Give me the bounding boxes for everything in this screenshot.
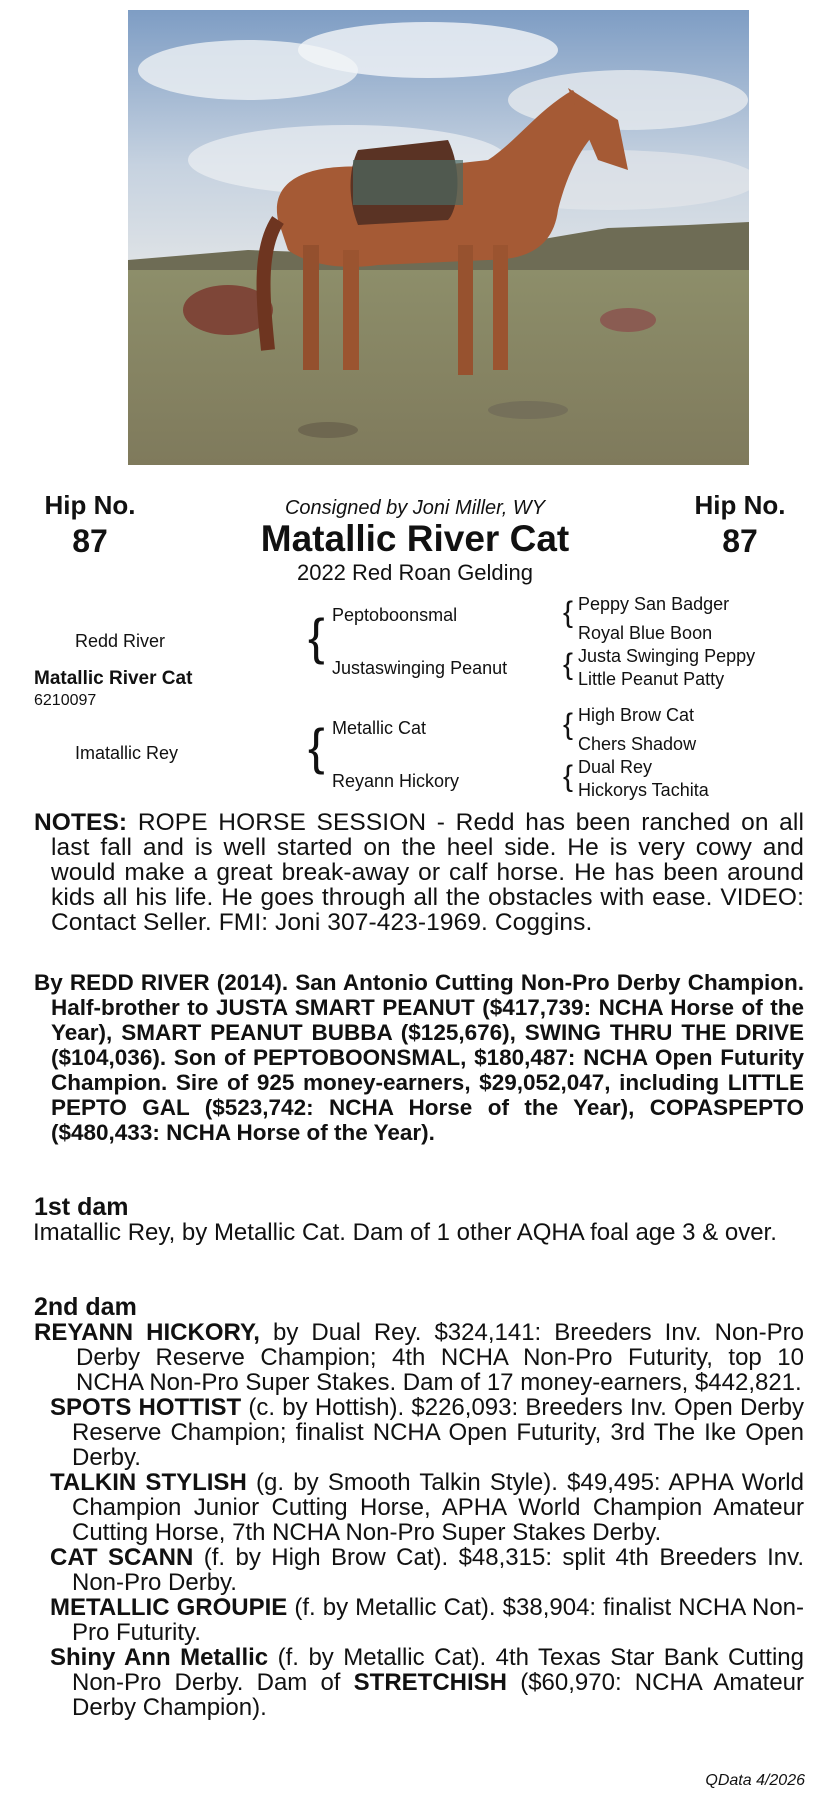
produce-name: Shiny Ann Metallic <box>50 1644 269 1671</box>
pedigree-brace: { <box>308 609 325 665</box>
hip-number-left <box>25 490 155 560</box>
consignor: Consigned by Joni Miller, WY <box>284 497 546 519</box>
pedigree-dam: Imatallic Rey <box>75 743 179 763</box>
qdata-footer: QData 4/2026 <box>705 1772 805 1789</box>
horse-photo <box>128 10 749 465</box>
pedigree-brace: { <box>563 648 574 681</box>
sire-text: By REDD RIVER (2014). San Antonio Cutting Non-Pro Derby Champion. Half-brother to JUSTA SMART PEANUT ($417,739: NCHA Horse of the Year), SMART PEANUT BUBBA ($125,676), SWING THRU THE DRIVE ($104,036). Son of PEPTOBOONSMAL, $180,487: NCHA Open Futurity Champion. Sire of 925 money-earners, $29,052,047, including LITTLE PEPTO GAL ($523,742: NCHA Horse of the Year), COPASPEPTO ($480,433: NCHA Horse of the Year). <box>34 970 804 1145</box>
first-dam-text: Imatallic Rey, by Metallic Cat. Dam of 1 other AQHA foal age 3 & over. <box>33 1219 777 1246</box>
pedigree-brace: { <box>563 596 574 629</box>
notes-section <box>34 810 804 935</box>
first-dam-header: 1st dam <box>34 1193 129 1221</box>
pedigree-sd-dam: Little Peanut Patty <box>578 669 725 689</box>
second-dam-name: REYANN HICKORY, <box>34 1319 260 1346</box>
produce-text: (g. by Smooth Talkin Style). $49,495: APHA World Champion Junior Cutting Horse, APHA World Champion Amateur Cutting Horse, 7th NCHA Non-Pro Super Stakes Derby. <box>72 1469 804 1546</box>
produce-text: (f. by Metallic Cat). $38,904: finalist NCHA Non-Pro Futurity. <box>72 1594 805 1646</box>
pedigree-dd-sire: Dual Rey <box>578 757 653 777</box>
pedigree-brace: { <box>563 708 574 741</box>
pedigree-sd-sire: Justa Swinging Peppy <box>578 646 756 666</box>
pedigree-brace: { <box>563 760 574 793</box>
pedigree-ss-sire: Peppy San Badger <box>578 594 730 614</box>
horse-description: 2022 Red Roan Gelding <box>296 560 534 585</box>
pedigree-dam-dam: Reyann Hickory <box>332 771 460 791</box>
pedigree-dd-dam: Hickorys Tachita <box>578 780 709 800</box>
produce-text: (f. by Metallic Cat). 4th Texas Star Bank Cutting Non-Pro Derby. Dam of <box>72 1644 804 1696</box>
pedigree-subject: Matallic River Cat <box>34 668 193 689</box>
hip-number: 87 <box>722 523 758 559</box>
pedigree-ss-dam: Royal Blue Boon <box>578 623 713 643</box>
hip-number-right <box>675 490 805 560</box>
hip-label: Hip No. <box>44 490 136 520</box>
produce-name: CAT SCANN <box>50 1544 194 1571</box>
produce-entry <box>50 1595 804 1645</box>
registration-number: 6210097 <box>34 692 97 709</box>
pedigree-ds-dam: Chers Shadow <box>578 734 697 754</box>
produce-entry <box>50 1645 804 1720</box>
produce-offspring-text: ($60,970: NCHA Amateur Derby Champion). <box>72 1669 805 1721</box>
notes-text: ROPE HORSE SESSION - Redd has been ranched on all last fall and is well started on the heel side. He is very cowy and would make a great break-away or calf horse. He has been around kids all his life. He goes through all the obstacles with ease. VIDEO: Contact Seller. FMI: Joni 307-423-1969. Coggins. <box>51 809 804 936</box>
produce-entry <box>50 1395 804 1470</box>
second-dam-section <box>34 1295 804 1720</box>
pedigree-sire-dam: Justaswinging Peanut <box>332 658 508 678</box>
produce-name: METALLIC GROUPIE <box>50 1594 288 1621</box>
produce-entry <box>50 1470 804 1545</box>
produce-name: TALKIN STYLISH <box>50 1469 247 1496</box>
produce-name: SPOTS HOTTIST <box>50 1394 242 1421</box>
notes-label: NOTES: <box>34 809 128 836</box>
second-dam-header: 2nd dam <box>34 1293 137 1321</box>
produce-entry <box>50 1545 804 1595</box>
first-dam-section <box>34 1195 804 1245</box>
second-dam-text: by Dual Rey. $324,141: Breeders Inv. Non-Pro Derby Reserve Champion; 4th NCHA Non-Pro Futurity, top 10 NCHA Non-Pro Super Stakes. Dam of 17 money-earners, $442,821. <box>76 1319 804 1396</box>
hip-number: 87 <box>72 523 108 559</box>
produce-text: (f. by High Brow Cat). $48,315: split 4th Breeders Inv. Non-Pro Derby. <box>72 1544 805 1596</box>
pedigree-brace: { <box>308 719 325 775</box>
pedigree-dam-sire: Metallic Cat <box>332 718 427 738</box>
hip-label: Hip No. <box>694 490 786 520</box>
sire-record <box>34 970 804 1145</box>
produce-offspring-name: STRETCHISH <box>353 1669 508 1696</box>
horse-name-title: Matallic River Cat <box>260 518 570 559</box>
produce-text: (c. by Hottish). $226,093: Breeders Inv. Open Derby Reserve Champion; finalist NCHA Open Futurity, 3rd The Ike Open Derby. <box>72 1394 804 1471</box>
pedigree-ds-sire: High Brow Cat <box>578 705 695 725</box>
pedigree-sire: Redd River <box>75 631 166 651</box>
pedigree-sire-sire: Peptoboonsmal <box>332 605 458 625</box>
